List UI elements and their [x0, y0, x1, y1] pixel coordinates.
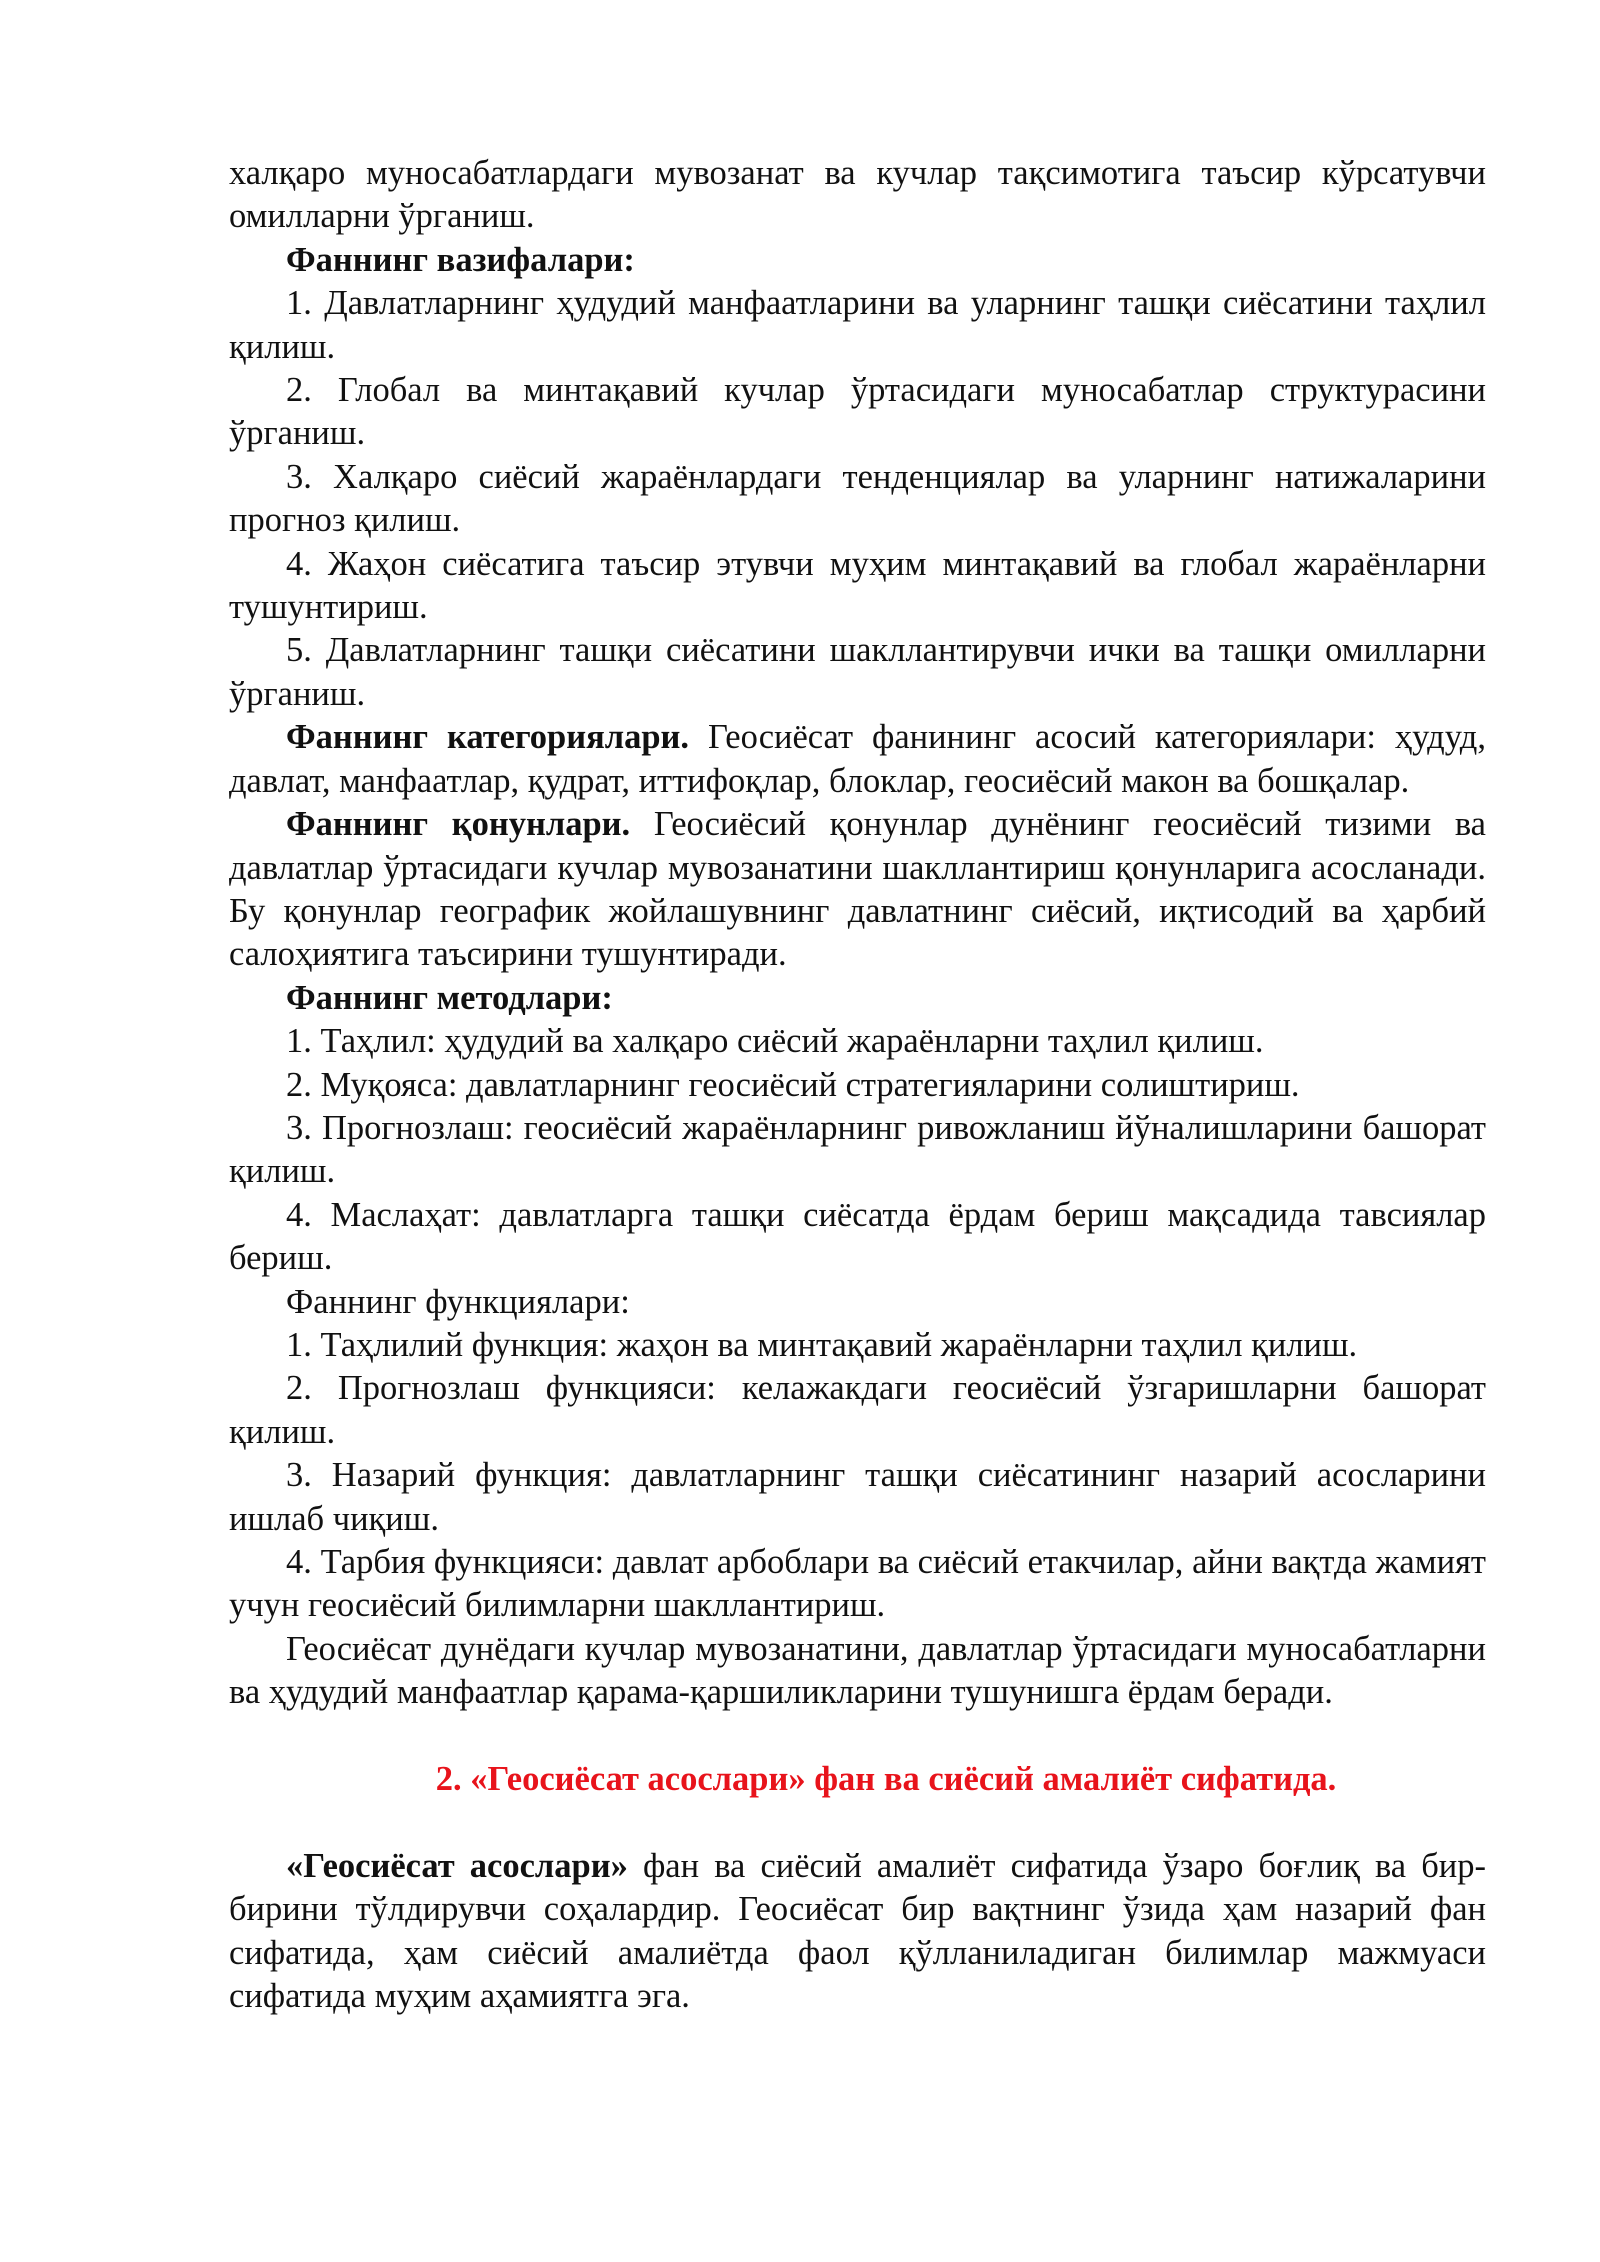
method-item: 3. Прогнозлаш: геосиёсий жараёнларнинг ривожланиш йўналишларини башорат қилиш. [229, 1108, 1486, 1191]
intro-paragraph: халқаро муносабатлардаги мувозанат ва кучлар тақсимотига таъсир кўрсатувчи омилларни ўрганиш. [229, 154, 1486, 236]
section-2-paragraph [229, 1845, 1486, 2019]
task-item: 4. Жаҳон сиёсатига таъсир этувчи муҳим минтақавий ва глобал жараёнларни тушунтириш. [229, 544, 1486, 627]
method-item: 4. Маслаҳат: давлатларга ташқи сиёсатда ёрдам бериш мақсадида тавсиялар бериш. [229, 1195, 1486, 1278]
functions-heading: Фаннинг функциялари: [286, 1282, 630, 1321]
blank-line [229, 1715, 1486, 1758]
categories-label: Фаннинг категориялари. [286, 718, 690, 757]
section-2-text: фан ва сиёсий амалиёт сифатида ўзаро боғлиқ ва бир-бирини тўлдирувчи соҳалардир. Геосиёсат бир вақтнинг ўзида ҳам назарий фан сифатида, ҳам сиёсий амалиётда фаол қўлланиладиган билимлар мажмуаси сифатида муҳим аҳамиятга эга. [229, 1846, 1486, 2016]
section-2-lead: «Геосиёсат асослари» [286, 1846, 628, 1885]
tasks-heading: Фаннинг вазифалари: [286, 240, 635, 279]
function-item: 4. Тарбия функцияси: давлат арбоблари ва сиёсий етакчилар, айни вақтда жамият учун геосиёсий билимларни шакллантириш. [229, 1543, 1486, 1625]
function-item: 3. Назарий функция: давлатларнинг ташқи сиёсатининг назарий асосларини ишлаб чиқиш. [229, 1456, 1486, 1538]
function-item: 2. Прогнозлаш функцияси: келажакдаги геосиёсий ўзгаришларни башорат қилиш. [229, 1369, 1486, 1451]
laws-paragraph [229, 803, 1486, 977]
methods-heading: Фаннинг методлари: [286, 978, 613, 1017]
document-page [229, 152, 1486, 2018]
categories-paragraph [229, 716, 1486, 803]
summary-paragraph: Геосиёсат дунёдаги кучлар мувозанатини, давлатлар ўртасидаги муносабатларни ва ҳудудий манфаатлар қарама-қаршиликларини тушунишга ёрдам беради. [229, 1629, 1486, 1712]
method-item: 2. Муқояса: давлатларнинг геосиёсий стратегияларини солиштириш. [286, 1065, 1300, 1104]
function-item: 1. Таҳлилий функция: жаҳон ва минтақавий жараёнларни таҳлил қилиш. [286, 1325, 1358, 1364]
method-item: 1. Таҳлил: ҳудудий ва халқаро сиёсий жараёнларни таҳлил қилиш. [286, 1022, 1264, 1061]
laws-label: Фаннинг қонунлари. [286, 805, 631, 844]
section-2-heading: 2. «Геосиёсат асослари» фан ва сиёсий амалиёт сифатида. [435, 1760, 1337, 1799]
task-item: 5. Давлатларнинг ташқи сиёсатини шакллантирувчи ички ва ташқи омилларни ўрганиш. [229, 631, 1486, 713]
categories-text: Геосиёсат фанининг асосий категориялари: ҳудуд, давлат, манфаатлар, қудрат, иттифоқлар, блоклар, геосиёсий макон ва бошқалар. [229, 718, 1486, 800]
laws-text: Геосиёсий қонунлар дунёнинг геосиёсий тизими ва давлатлар ўртасидаги кучлар мувозанатини шакллантириш қонунларига асосланади. Бу қонунлар географик жойлашувнинг давлатнинг сиёсий, иқтисодий ва ҳарбий салоҳиятига таъсирини тушунтиради. [229, 805, 1486, 974]
task-item: 1. Давлатларнинг ҳудудий манфаатларини ва уларнинг ташқи сиёсатини таҳлил қилиш. [229, 284, 1486, 366]
task-item: 2. Глобал ва минтақавий кучлар ўртасидаги муносабатлар структурасини ўрганиш. [229, 371, 1486, 453]
blank-line [229, 1801, 1486, 1844]
task-item: 3. Халқаро сиёсий жараёнлардаги тенденциялар ва уларнинг натижаларини прогноз қилиш. [229, 457, 1486, 540]
